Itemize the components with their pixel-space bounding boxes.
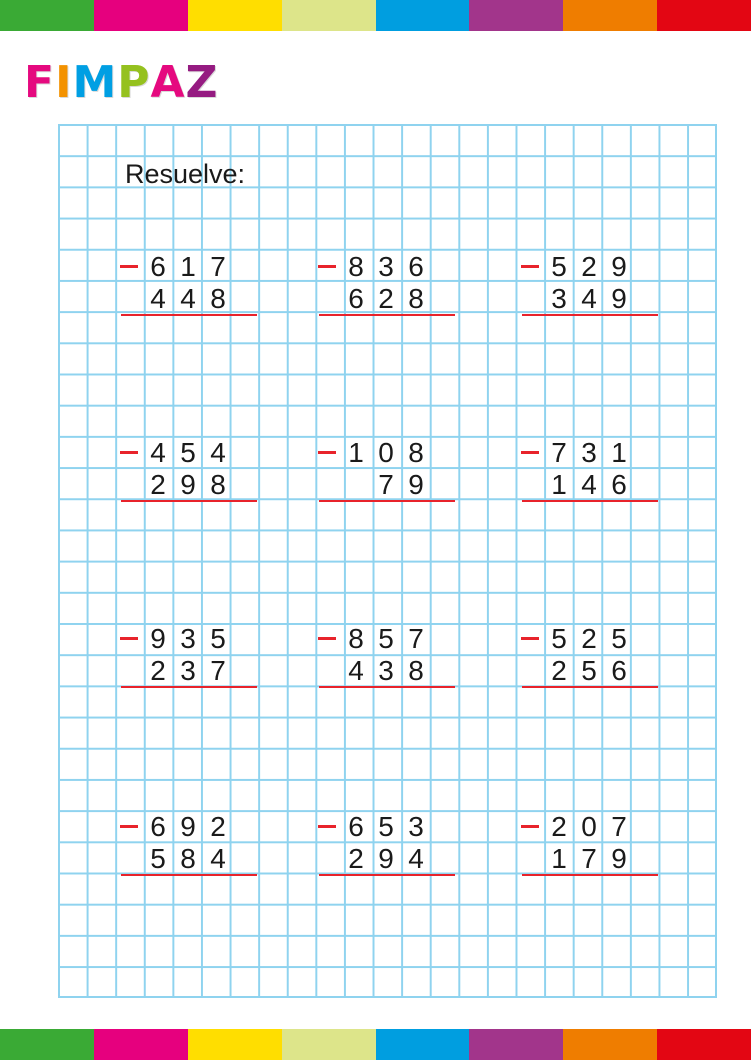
digit: 1 [551, 843, 567, 874]
digit: 5 [378, 623, 394, 654]
digit: 7 [581, 843, 597, 874]
logo-letter: I [55, 57, 73, 108]
subtrahend [341, 843, 431, 875]
color-stripe [188, 1029, 282, 1060]
color-stripe [94, 0, 188, 31]
minuend [143, 251, 233, 283]
minuend [341, 251, 431, 283]
digit: 9 [611, 283, 627, 314]
digit: 5 [180, 437, 196, 468]
answer-line [121, 314, 257, 316]
color-stripe [657, 1029, 751, 1060]
minuend [143, 811, 233, 843]
logo-letter: Z [185, 57, 219, 108]
answer-line [319, 500, 455, 502]
digit: 9 [611, 843, 627, 874]
digit: 7 [210, 251, 226, 282]
color-stripe [657, 0, 751, 31]
digit: 1 [551, 469, 567, 500]
digit: 5 [581, 655, 597, 686]
digit: 3 [180, 655, 196, 686]
subtraction-problem [316, 437, 456, 507]
digit: 2 [210, 811, 226, 842]
digit: 5 [378, 811, 394, 842]
top-color-stripes [0, 0, 751, 31]
minuend [544, 623, 634, 655]
minus-sign-icon [318, 451, 336, 454]
digit: 5 [150, 843, 166, 874]
subtraction-problem [118, 251, 258, 321]
subtrahend [544, 469, 634, 501]
digit: 1 [348, 437, 364, 468]
color-stripe [563, 1029, 657, 1060]
minuend [341, 811, 431, 843]
subtrahend [544, 283, 634, 315]
subtrahend [143, 469, 233, 501]
color-stripe [94, 1029, 188, 1060]
digit: 8 [348, 623, 364, 654]
digit: 8 [408, 655, 424, 686]
minus-sign-icon [120, 451, 138, 454]
digit: 5 [551, 623, 567, 654]
digit: 5 [611, 623, 627, 654]
color-stripe [282, 0, 376, 31]
answer-line [319, 686, 455, 688]
digit: 1 [180, 251, 196, 282]
minuend [544, 251, 634, 283]
subtraction-problem [519, 623, 659, 693]
digit: 9 [611, 251, 627, 282]
digit: 6 [348, 811, 364, 842]
color-stripe [188, 0, 282, 31]
digit: 4 [150, 283, 166, 314]
digit: 1 [611, 437, 627, 468]
digit: 3 [581, 437, 597, 468]
answer-line [522, 314, 658, 316]
digit: 2 [581, 251, 597, 282]
answer-line [522, 874, 658, 876]
fimpaz-logo [24, 58, 218, 108]
digit: 8 [408, 437, 424, 468]
minus-sign-icon [318, 825, 336, 828]
minus-sign-icon [120, 825, 138, 828]
digit: 9 [180, 469, 196, 500]
subtrahend [544, 655, 634, 687]
subtrahend [544, 843, 634, 875]
digit: 6 [408, 251, 424, 282]
digit: 6 [611, 655, 627, 686]
digit: 4 [210, 437, 226, 468]
digit: 8 [180, 843, 196, 874]
color-stripe [469, 1029, 563, 1060]
subtrahend [341, 655, 431, 687]
minuend [544, 811, 634, 843]
digit: 4 [408, 843, 424, 874]
color-stripe [376, 1029, 470, 1060]
digit: 8 [210, 283, 226, 314]
minuend [341, 623, 431, 655]
subtraction-problem [118, 811, 258, 881]
minus-sign-icon [318, 265, 336, 268]
subtrahend [143, 843, 233, 875]
logo-letter: P [117, 57, 151, 108]
minus-sign-icon [521, 637, 539, 640]
worksheet-title: Resuelve: [125, 159, 246, 189]
digit: 3 [408, 811, 424, 842]
minus-sign-icon [120, 637, 138, 640]
digit: 7 [378, 469, 394, 500]
digit: 9 [378, 843, 394, 874]
digit: 9 [150, 623, 166, 654]
color-stripe [0, 0, 94, 31]
digit: 4 [348, 655, 364, 686]
answer-line [121, 686, 257, 688]
digit: 4 [581, 283, 597, 314]
answer-line [121, 500, 257, 502]
digit: 2 [551, 655, 567, 686]
logo-letter: A [150, 57, 186, 108]
subtraction-problem [316, 811, 456, 881]
digit: 8 [408, 283, 424, 314]
color-stripe [282, 1029, 376, 1060]
digit: 9 [180, 811, 196, 842]
digit: 8 [348, 251, 364, 282]
answer-line [319, 314, 455, 316]
digit: 2 [551, 811, 567, 842]
digit: 9 [408, 469, 424, 500]
digit: 7 [408, 623, 424, 654]
subtraction-problem [118, 437, 258, 507]
digit: 3 [378, 655, 394, 686]
digit: 6 [611, 469, 627, 500]
digit: 4 [180, 283, 196, 314]
logo-letter: M [72, 57, 118, 108]
color-stripe [376, 0, 470, 31]
digit: 3 [551, 283, 567, 314]
answer-line [319, 874, 455, 876]
digit: 5 [551, 251, 567, 282]
minuend [143, 623, 233, 655]
digit: 4 [150, 437, 166, 468]
digit: 7 [551, 437, 567, 468]
digit: 2 [150, 469, 166, 500]
color-stripe [563, 0, 657, 31]
digit: 7 [210, 655, 226, 686]
answer-line [121, 874, 257, 876]
subtraction-problem [519, 437, 659, 507]
digit: 6 [150, 811, 166, 842]
digit: 3 [378, 251, 394, 282]
digit: 2 [581, 623, 597, 654]
answer-line [522, 500, 658, 502]
digit: 8 [210, 469, 226, 500]
minuend [544, 437, 634, 469]
subtraction-problem [316, 251, 456, 321]
subtrahend [143, 655, 233, 687]
digit: 4 [581, 469, 597, 500]
digit: 2 [348, 843, 364, 874]
digit: 2 [150, 655, 166, 686]
minus-sign-icon [521, 825, 539, 828]
minus-sign-icon [521, 265, 539, 268]
bottom-color-stripes [0, 1029, 751, 1060]
minus-sign-icon [318, 637, 336, 640]
minuend [341, 437, 431, 469]
digit: 0 [581, 811, 597, 842]
digit: 6 [348, 283, 364, 314]
subtrahend [341, 283, 431, 315]
subtraction-problem [519, 251, 659, 321]
digit: 7 [611, 811, 627, 842]
subtraction-problem [118, 623, 258, 693]
minus-sign-icon [521, 451, 539, 454]
digit: 0 [378, 437, 394, 468]
minus-sign-icon [120, 265, 138, 268]
digit: 3 [180, 623, 196, 654]
digit: 4 [210, 843, 226, 874]
digit: 2 [378, 283, 394, 314]
color-stripe [0, 1029, 94, 1060]
subtrahend [341, 469, 431, 501]
answer-line [522, 686, 658, 688]
color-stripe [469, 0, 563, 31]
subtraction-problem [519, 811, 659, 881]
digit: 6 [150, 251, 166, 282]
digit: 5 [210, 623, 226, 654]
logo-letter: F [24, 57, 56, 108]
subtrahend [143, 283, 233, 315]
minuend [143, 437, 233, 469]
subtraction-problem [316, 623, 456, 693]
